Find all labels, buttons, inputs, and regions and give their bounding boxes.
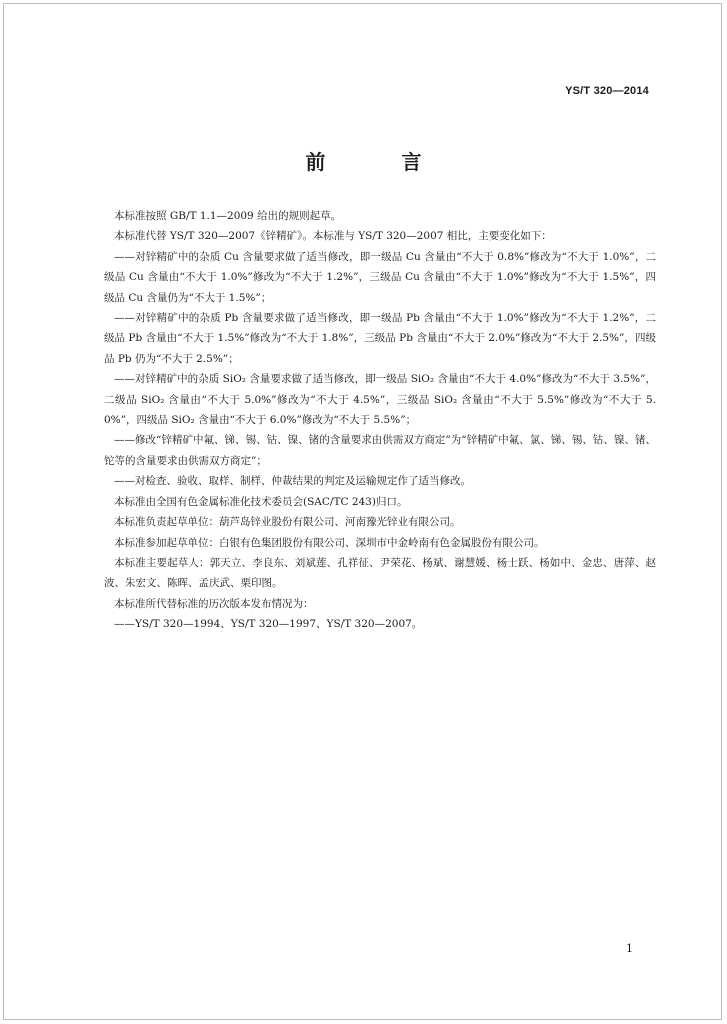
change-item-cu: ——对锌精矿中的杂质 Cu 含量要求做了适当修改，即一级品 Cu 含量由“不大于 0.8%”修改为“不大于 1.0%”，二级品 Cu 含量由“不大于 1.0%”修改为“不大于 1.2%”，三级品 Cu 含量由“不大于 1.0%”修改为“不大于 1.5%”，四级品 Cu 含量仍为“不大于 1.5%”； [104,250,656,304]
paragraph-participating-drafters: 本标准参加起草单位：白银有色集团股份有限公司、深圳市中金岭南有色金属股份有限公司。 [114,536,545,549]
document-body [104,206,656,635]
paragraph-history-intro: 本标准所代替标准的历次版本发布情况为： [114,597,314,610]
change-item-pb: ——对锌精矿中的杂质 Pb 含量要求做了适当修改，即一级品 Pb 含量由“不大于 1.0%”修改为“不大于 1.2%”，二级品 Pb 含量由“不大于 1.5%”修改为“不大于 1.8%”，三级品 Pb 含量由“不大于 2.0%”修改为“不大于 2.5%”，四级品 Pb 仍为“不大于 2.5%”； [104,312,656,365]
change-item-sio2: ——对锌精矿中的杂质 SiO₂ 含量要求做了适当修改，即一级品 SiO₂ 含量由“不大于 4.0%”修改为“不大于 3.5%”，二级品 SiO₂ 含量由“不大于 5.0%”修改为“不大于 4.5%”，三级品 SiO₂ 含量由“不大于 5.5%”修改为“不大于 5.0%”，四级品 SiO₂ 含量由“不大于 6.0%”修改为“不大于 5.5%”； [104,373,656,427]
paragraph-lead-drafters: 本标准负责起草单位：葫芦岛锌业股份有限公司、河南豫光锌业有限公司。 [114,516,461,529]
change-item-inspection: ——对检查、验收、取样、制样、仲裁结果的判定及运输规定作了适当修改。 [114,475,471,488]
change-item-impurities: ——修改“锌精矿中氟、锑、锡、钴、镍、锗的含量要求由供需双方商定”为“锌精矿中氟、氯、锑、锡、钴、镍、锗、铊等的含量要求由供需双方商定”； [104,434,656,467]
page-number: 1 [626,942,633,955]
paragraph-main-drafters: 本标准主要起草人：郭天立、李良东、刘斌莲、孔祥征、尹荣花、杨斌、谢慧媛、杨士跃、杨如中、金忠、唐萍、赵波、朱宏文、陈晖、孟庆武、栗印图。 [104,556,656,590]
paragraph-technical-committee: 本标准由全国有色金属标准化技术委员会(SAC/TC 243)归口。 [114,495,408,508]
standard-code: YS/T 320—2014 [565,85,649,97]
page-title: 前 言 [305,150,450,174]
paragraph-replaces: 本标准代替 YS/T 320—2007《锌精矿》。本标准与 YS/T 320—2007 相比，主要变化如下： [114,230,552,243]
paragraph-history-versions: ——YS/T 320—1994、YS/T 320—1997、YS/T 320—2007。 [114,618,423,631]
paragraph-drafting-rules: 本标准按照 GB/T 1.1—2009 给出的规则起草。 [114,210,342,222]
